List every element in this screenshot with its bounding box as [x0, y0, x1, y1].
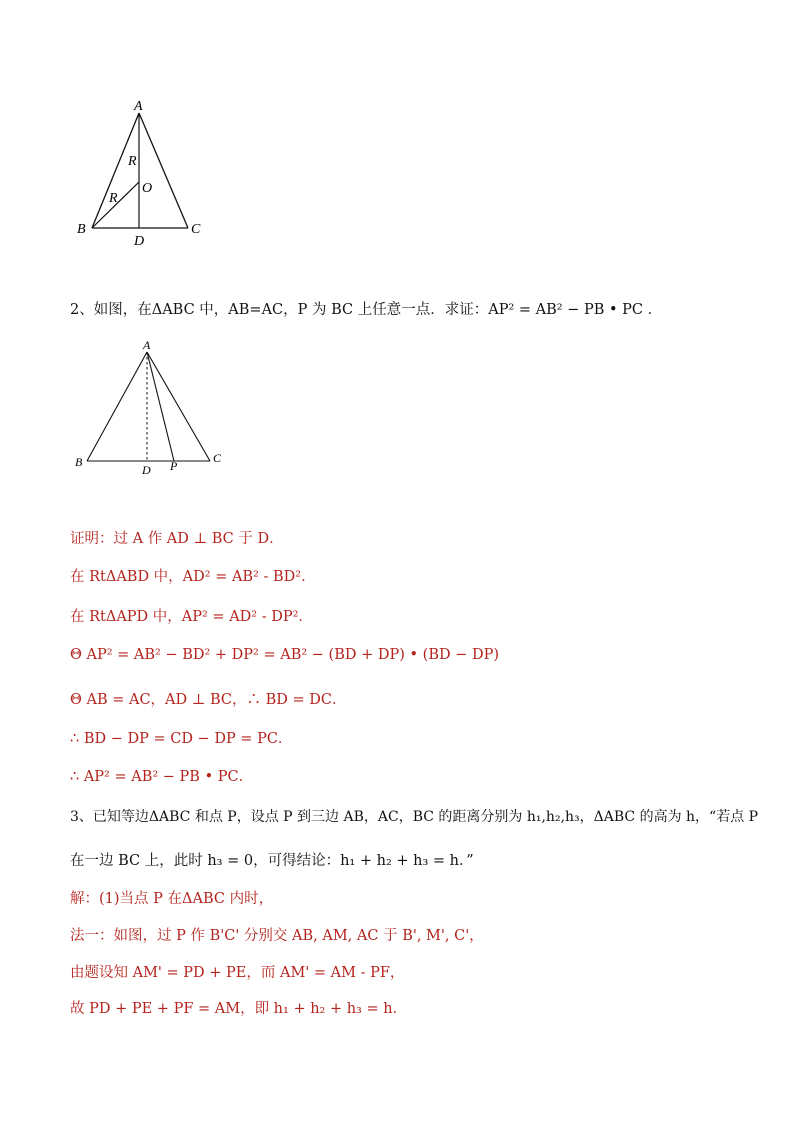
question-3-line-2: 在一边 BC 上，此时 h₃ = 0，可得结论：h₁ + h₂ + h₃ = h．” [70, 853, 474, 869]
label-b: B [75, 455, 83, 469]
label-b: B [77, 222, 86, 237]
label-c: C [213, 451, 222, 465]
label-d: D [134, 234, 145, 249]
label-a: A [143, 338, 151, 352]
proof-line-1: 证明：过 A 作 AD ⊥ BC 于 D． [70, 531, 284, 547]
side-ab [87, 352, 147, 461]
proof-line-2: 在 RtΔABD 中，AD² = AB² - BD²． [70, 569, 316, 585]
proof-line-4: Θ AP² = AB² − BD² + DP² = AB² − (BD + DP) • (BD − DP) [70, 647, 500, 663]
side-ab [92, 113, 139, 228]
label-o: O [142, 181, 153, 196]
proof-line-6: ∴ BD − DP = CD − DP = PC． [70, 731, 293, 747]
proof-line-7: ∴ AP² = AB² − PB • PC． [70, 769, 254, 785]
solution-line-2: 法一：如图，过 P 作 B'C' 分别交 AB, AM, AC 于 B', M', C'， [70, 928, 484, 944]
label-r-diagonal: R [109, 191, 118, 206]
proof-line-5: Θ AB = AC，AD ⊥ BC，∴ BD = DC． [70, 692, 347, 708]
label-d: D [142, 463, 151, 477]
question-3-line-1: 3、已知等边ΔABC 和点 P，设点 P 到三边 AB，AC，BC 的距离分别为 h₁,h₂,h₃，ΔABC 的高为 h，“若点 P [70, 809, 759, 825]
solution-line-1: 解：(1)当点 P 在ΔABC 内时， [70, 891, 274, 907]
proof-line-3: 在 RtΔAPD 中，AP² = AD² - DP²． [70, 609, 313, 625]
figure-1-triangle [70, 95, 220, 250]
label-a: A [134, 99, 143, 114]
figure-2-triangle [70, 335, 240, 480]
label-c: C [191, 222, 201, 237]
side-ac [139, 113, 188, 228]
solution-line-4: 故 PD + PE + PF = AM，即 h₁ + h₂ + h₃ = h． [70, 1001, 408, 1017]
label-p: P [170, 459, 178, 473]
side-ac [147, 352, 210, 461]
question-2: 2、如图，在ΔABC 中，AB=AC，P 为 BC 上任意一点．求证：AP² = AB² − PB • PC ． [70, 302, 663, 318]
solution-line-3: 由题设知 AM' = PD + PE，而 AM' = AM - PF， [70, 965, 405, 981]
label-r-vertical: R [128, 154, 137, 169]
segment-ap [147, 352, 174, 461]
